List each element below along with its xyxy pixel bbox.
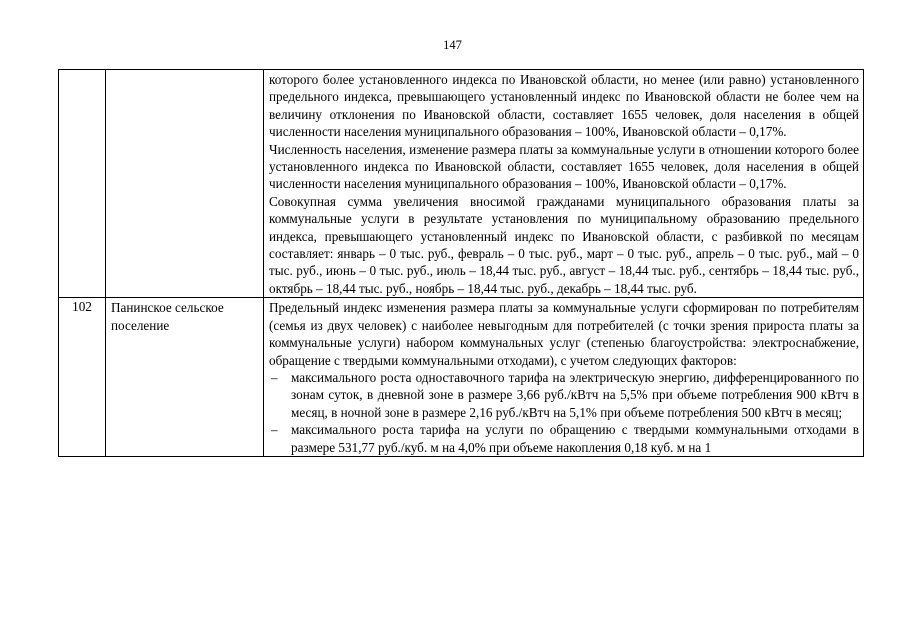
paragraph: Численность населения, изменение размера платы за коммунальные услуги в отношении которого более установленного индекса по Ивановской области, составляет 1655 человек, доля населения в общей численности населения муниципального образования – 100%, Ивановской области – 0,17%. [269, 141, 859, 192]
factor-text: максимального роста одноставочного тарифа на электрическую энергию, дифференцированного по зонам суток, в дневной зоне в размере 3,66 руб./кВтч на 5,5% при объеме потребления 900 кВтч в месяц, в ночной зоне в размере 2,16 руб./кВтч на 5,1% при объеме потребления 500 кВтч в месяц; [291, 369, 859, 420]
municipality-name-cell [106, 70, 264, 298]
row-number-cell [59, 70, 106, 298]
table-row [59, 298, 864, 457]
description-cell [264, 298, 864, 457]
paragraph: которого более установленного индекса по Ивановской области, но менее (или равно) установленного предельного индекса, превышающего установленный индекс по Ивановской области не более чем на величину отклонения по Ивановской области, составляет 1655 человек, доля населения в общей численности населения муниципального образования – 100%, Ивановской области – 0,17%. [269, 72, 859, 140]
list-item [269, 421, 859, 456]
dash-bullet: – [271, 369, 278, 385]
intro-paragraph: Предельный индекс изменения размера платы за коммунальные услуги сформирован по потребителям (семья из двух человек) с наиболее невыгодным для потребителей (с точки зрения прироста платы за коммунальные услуги) набором коммунальных услуг (степенью благоустройства: электроснабжение, обращение с твердыми коммунальными отходами), с учетом следующих факторов: [269, 300, 859, 368]
dash-bullet: – [271, 422, 278, 438]
description-cell [264, 70, 864, 298]
data-table [58, 69, 864, 457]
factor-text: максимального роста тарифа на услуги по обращению с твердыми коммунальными отходами в размере 531,77 руб./куб. м на 4,0% при объеме накопления 0,18 куб. м на 1 [291, 422, 859, 455]
factor-list [269, 369, 859, 456]
table-row [59, 70, 864, 298]
list-item [269, 369, 859, 421]
page-number: 147 [443, 38, 462, 52]
row-number-cell: 102 [59, 298, 106, 457]
paragraph: Совокупная сумма увеличения вносимой гражданами муниципального образования платы за коммунальные услуги в результате установления по муниципальному образованию предельного индекса, превышающего установленный индекс по Ивановской области, с разбивкой по месяцам составляет: январь – 0 тыс. руб., февраль – 0 тыс. руб., март – 0 тыс. руб., апрель – 0 тыс. руб., май – 0 тыс. руб., июнь – 0 тыс. руб., июль – 18,44 тыс. руб., август – 18,44 тыс. руб., сентябрь – 18,44 тыс. руб., октябрь – 18,44 тыс. руб., ноябрь – 18,44 тыс. руб., декабрь – 18,44 тыс. руб. [269, 193, 859, 296]
municipality-name-cell: Панинское сельское поселение [106, 298, 264, 457]
